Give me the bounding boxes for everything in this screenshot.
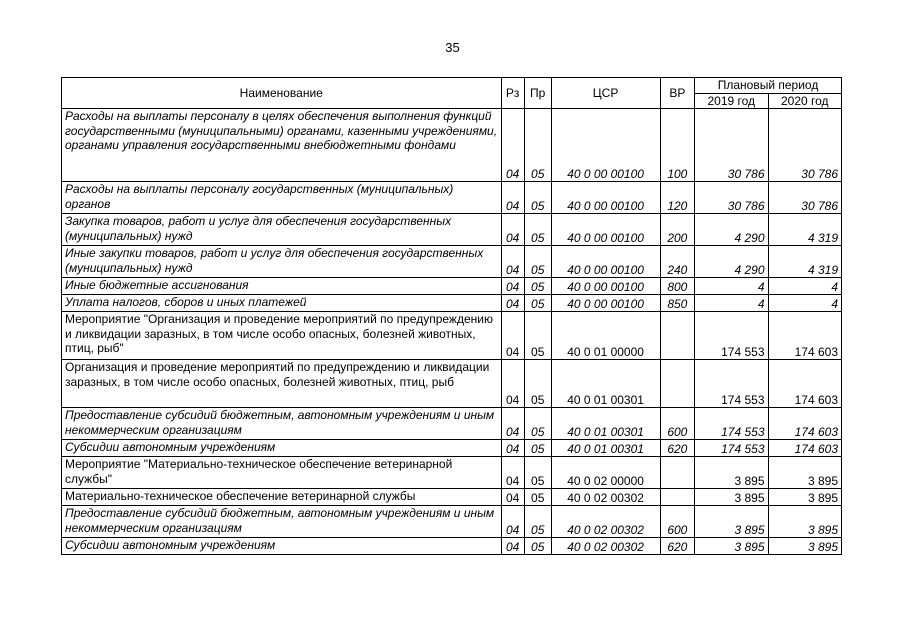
- table-row: [62, 457, 842, 489]
- table-header: [62, 78, 842, 109]
- row-2020-cell: 174 603: [768, 408, 842, 440]
- header-year-2019: 2019 год: [695, 93, 768, 109]
- table-row: [62, 182, 842, 214]
- row-vr-cell: 100: [660, 109, 694, 182]
- row-2019-cell: 4 290: [695, 246, 768, 278]
- row-vr-cell: 620: [660, 440, 694, 457]
- row-2020-cell: 3 895: [768, 489, 842, 506]
- row-2020-cell: 4 319: [768, 246, 842, 278]
- row-pr-cell: 05: [524, 182, 551, 214]
- row-csr-cell: 40 0 00 00100: [551, 246, 660, 278]
- row-2020-cell: 4: [768, 278, 842, 295]
- table-body: [62, 109, 842, 555]
- table-row: [62, 278, 842, 295]
- row-vr-cell: 200: [660, 214, 694, 246]
- header-year-2020: 2020 год: [768, 93, 842, 109]
- row-pr-cell: 05: [524, 408, 551, 440]
- row-name-cell: Мероприятие "Материально-техническое обеспечение ветеринарной службы": [62, 457, 502, 489]
- row-pr-cell: 05: [524, 246, 551, 278]
- row-vr-cell: [660, 457, 694, 489]
- row-csr-cell: 40 0 00 00100: [551, 278, 660, 295]
- row-2020-cell: 4: [768, 295, 842, 312]
- row-2019-cell: 174 553: [695, 408, 768, 440]
- table-row: [62, 489, 842, 506]
- row-vr-cell: 850: [660, 295, 694, 312]
- row-2020-cell: 30 786: [768, 109, 842, 182]
- table-row: [62, 440, 842, 457]
- row-2019-cell: 174 553: [695, 360, 768, 408]
- row-2020-cell: 3 895: [768, 457, 842, 489]
- row-2019-cell: 30 786: [695, 109, 768, 182]
- row-csr-cell: 40 0 01 00301: [551, 440, 660, 457]
- row-vr-cell: 240: [660, 246, 694, 278]
- row-name-cell: Иные бюджетные ассигнования: [62, 278, 502, 295]
- row-rz-cell: 04: [501, 489, 524, 506]
- row-2019-cell: 4: [695, 278, 768, 295]
- row-2020-cell: 174 603: [768, 312, 842, 360]
- row-pr-cell: 05: [524, 214, 551, 246]
- table-row: [62, 214, 842, 246]
- table-row: [62, 312, 842, 360]
- row-name-cell: Закупка товаров, работ и услуг для обеспечения государственных (муниципальных) нужд: [62, 214, 502, 246]
- row-2020-cell: 30 786: [768, 182, 842, 214]
- row-rz-cell: 04: [501, 246, 524, 278]
- row-name-cell: Предоставление субсидий бюджетным, автономным учреждениям и иным некоммерческим организациям: [62, 408, 502, 440]
- row-rz-cell: 04: [501, 457, 524, 489]
- row-2020-cell: 3 895: [768, 506, 842, 538]
- row-2019-cell: 4 290: [695, 214, 768, 246]
- row-pr-cell: 05: [524, 278, 551, 295]
- row-name-cell: Мероприятие "Организация и проведение мероприятий по предупреждению и ликвидации заразных, в том числе особо опасных, болезней животных, птиц, рыб": [62, 312, 502, 360]
- row-name-cell: Расходы на выплаты персоналу в целях обеспечения выполнения функций государственными (муниципальными) органами, казенными учреждениями, органами управления государственными внебюджетными фондами: [62, 109, 502, 182]
- row-pr-cell: 05: [524, 295, 551, 312]
- row-vr-cell: 600: [660, 506, 694, 538]
- row-name-cell: Субсидии автономным учреждениям: [62, 440, 502, 457]
- row-vr-cell: 120: [660, 182, 694, 214]
- header-vr: ВР: [660, 78, 694, 109]
- row-rz-cell: 04: [501, 360, 524, 408]
- table-row: [62, 538, 842, 555]
- budget-table: [61, 77, 842, 555]
- row-csr-cell: 40 0 02 00302: [551, 506, 660, 538]
- row-csr-cell: 40 0 02 00302: [551, 489, 660, 506]
- row-name-cell: Иные закупки товаров, работ и услуг для обеспечения государственных (муниципальных) нужд: [62, 246, 502, 278]
- row-2019-cell: 3 895: [695, 489, 768, 506]
- row-csr-cell: 40 0 02 00302: [551, 538, 660, 555]
- header-plan-period: Плановый период: [695, 78, 842, 94]
- row-pr-cell: 05: [524, 538, 551, 555]
- row-name-cell: Организация и проведение мероприятий по предупреждению и ликвидации заразных, в том числе особо опасных, болезней животных, птиц, рыб: [62, 360, 502, 408]
- row-csr-cell: 40 0 01 00301: [551, 360, 660, 408]
- table-row: [62, 408, 842, 440]
- row-2019-cell: 4: [695, 295, 768, 312]
- table-row: [62, 360, 842, 408]
- row-2019-cell: 30 786: [695, 182, 768, 214]
- table-row: [62, 109, 842, 182]
- row-rz-cell: 04: [501, 506, 524, 538]
- row-rz-cell: 04: [501, 312, 524, 360]
- row-vr-cell: [660, 312, 694, 360]
- row-pr-cell: 05: [524, 506, 551, 538]
- row-pr-cell: 05: [524, 440, 551, 457]
- row-rz-cell: 04: [501, 440, 524, 457]
- row-2019-cell: 3 895: [695, 506, 768, 538]
- row-pr-cell: 05: [524, 109, 551, 182]
- row-2020-cell: 3 895: [768, 538, 842, 555]
- row-vr-cell: 800: [660, 278, 694, 295]
- row-csr-cell: 40 0 00 00100: [551, 182, 660, 214]
- row-rz-cell: 04: [501, 295, 524, 312]
- row-pr-cell: 05: [524, 360, 551, 408]
- row-pr-cell: 05: [524, 312, 551, 360]
- row-csr-cell: 40 0 02 00000: [551, 457, 660, 489]
- page-number: 35: [445, 40, 460, 55]
- row-name-cell: Предоставление субсидий бюджетным, автономным учреждениям и иным некоммерческим организациям: [62, 506, 502, 538]
- row-pr-cell: 05: [524, 457, 551, 489]
- row-2019-cell: 174 553: [695, 440, 768, 457]
- row-name-cell: Расходы на выплаты персоналу государственных (муниципальных) органов: [62, 182, 502, 214]
- row-vr-cell: [660, 360, 694, 408]
- row-name-cell: Субсидии автономным учреждениям: [62, 538, 502, 555]
- row-2019-cell: 174 553: [695, 312, 768, 360]
- row-csr-cell: 40 0 01 00000: [551, 312, 660, 360]
- row-rz-cell: 04: [501, 214, 524, 246]
- row-csr-cell: 40 0 00 00100: [551, 214, 660, 246]
- row-rz-cell: 04: [501, 278, 524, 295]
- row-name-cell: Материально-техническое обеспечение ветеринарной службы: [62, 489, 502, 506]
- row-rz-cell: 04: [501, 408, 524, 440]
- row-pr-cell: 05: [524, 489, 551, 506]
- row-2019-cell: 3 895: [695, 457, 768, 489]
- row-csr-cell: 40 0 00 00100: [551, 109, 660, 182]
- row-rz-cell: 04: [501, 182, 524, 214]
- header-pr: Пр: [524, 78, 551, 109]
- row-rz-cell: 04: [501, 538, 524, 555]
- row-csr-cell: 40 0 01 00301: [551, 408, 660, 440]
- row-2020-cell: 174 603: [768, 440, 842, 457]
- row-name-cell: Уплата налогов, сборов и иных платежей: [62, 295, 502, 312]
- row-2019-cell: 3 895: [695, 538, 768, 555]
- table-row: [62, 506, 842, 538]
- row-csr-cell: 40 0 00 00100: [551, 295, 660, 312]
- row-2020-cell: 174 603: [768, 360, 842, 408]
- header-name: Наименование: [62, 78, 502, 109]
- header-csr: ЦСР: [551, 78, 660, 109]
- row-vr-cell: 600: [660, 408, 694, 440]
- row-2020-cell: 4 319: [768, 214, 842, 246]
- row-vr-cell: 620: [660, 538, 694, 555]
- table-row: [62, 295, 842, 312]
- table-row: [62, 246, 842, 278]
- row-vr-cell: [660, 489, 694, 506]
- header-rz: Рз: [501, 78, 524, 109]
- row-rz-cell: 04: [501, 109, 524, 182]
